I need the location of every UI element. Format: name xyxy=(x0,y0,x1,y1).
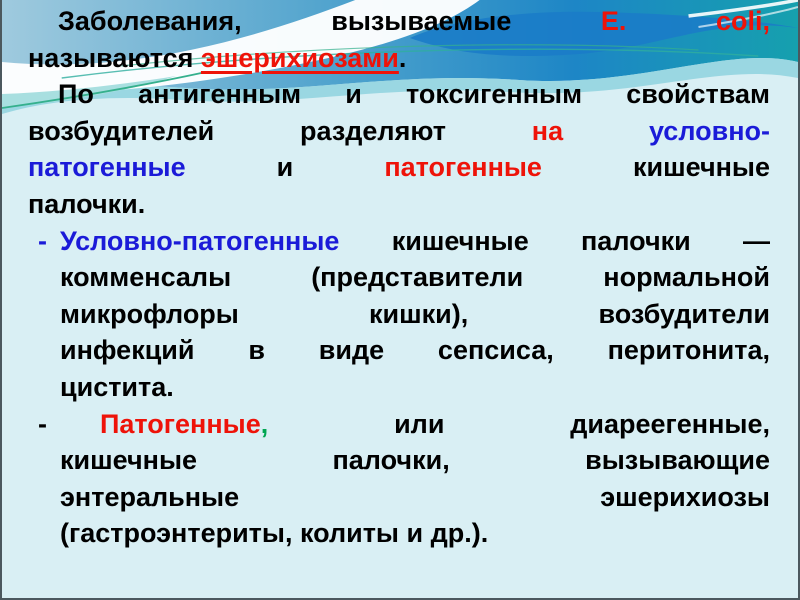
text-segment: диареегенные, xyxy=(570,408,770,439)
text-segment: кишечные xyxy=(60,445,333,476)
text-segment: перитонита, xyxy=(607,335,770,366)
text-segment: цистита. xyxy=(60,371,174,402)
text-segment: coli, xyxy=(715,6,770,36)
slide-text xyxy=(28,3,770,552)
text-segment: Условно-патогенные xyxy=(60,225,392,256)
text-segment: эшерихиозами xyxy=(200,42,399,73)
text-segment: др.). xyxy=(430,518,489,549)
text-segment: палочки. xyxy=(28,188,146,219)
text-segment: сепсиса, xyxy=(437,335,608,366)
text-segment: нормальной xyxy=(603,262,770,293)
text-segment: и xyxy=(345,79,406,110)
text-line xyxy=(28,259,770,296)
text-segment: По xyxy=(58,79,139,110)
text-segment: разделяют xyxy=(300,115,532,146)
text-segment: (гастроэнтериты, xyxy=(60,518,300,549)
text-segment: кишки), xyxy=(369,298,599,329)
text-line xyxy=(28,113,770,150)
text-segment: и xyxy=(406,518,431,549)
text-line xyxy=(28,40,770,77)
text-segment: патогенные xyxy=(384,152,633,183)
text-segment: или xyxy=(394,408,571,439)
text-segment: эшерихиозы xyxy=(600,481,770,512)
text-segment: токсигенным xyxy=(406,79,627,110)
text-segment: на xyxy=(531,115,649,146)
text-segment: условно- xyxy=(648,115,770,146)
text-segment: Патогенные xyxy=(100,408,261,439)
text-segment: микрофлоры xyxy=(60,298,370,329)
text-segment: возбудителей xyxy=(28,115,301,146)
text-segment: свойствам xyxy=(626,79,771,110)
text-segment: вызываемые xyxy=(331,6,601,36)
text-segment: патогенные xyxy=(28,152,277,183)
text-line xyxy=(28,442,770,479)
text-line xyxy=(28,3,770,40)
text-line xyxy=(28,406,770,443)
text-line xyxy=(28,76,770,113)
text-segment: кишечные xyxy=(391,225,581,256)
text-segment: называются xyxy=(28,42,201,73)
text-segment: в xyxy=(248,335,319,366)
text-segment: колиты xyxy=(299,518,407,549)
text-segment: палочки, xyxy=(332,445,586,476)
text-segment: комменсалы xyxy=(60,262,312,293)
text-line xyxy=(28,149,770,186)
text-segment: . xyxy=(398,42,407,73)
bullet-dash: - xyxy=(38,408,47,439)
text-line xyxy=(28,369,770,406)
text-line xyxy=(28,223,770,260)
text-segment: (представители xyxy=(311,262,604,293)
text-segment: E. xyxy=(600,6,716,36)
text-segment: вызывающие xyxy=(585,445,770,476)
text-segment: Заболевания, xyxy=(58,6,332,36)
text-segment: , xyxy=(260,408,395,439)
text-segment: антигенным xyxy=(138,79,346,110)
text-line xyxy=(28,296,770,333)
text-segment: палочки xyxy=(581,225,743,256)
bullet-dash: - xyxy=(38,225,47,256)
text-line xyxy=(28,186,770,223)
text-segment: виде xyxy=(318,335,438,366)
text-segment: и xyxy=(276,152,385,183)
text-segment: возбудители xyxy=(598,298,770,329)
text-segment: инфекций xyxy=(60,335,249,366)
text-segment: — xyxy=(743,225,770,256)
text-line xyxy=(28,332,770,369)
text-segment: кишечные xyxy=(632,152,771,183)
text-segment: энтеральные xyxy=(60,481,601,512)
text-line xyxy=(28,479,770,516)
text-line xyxy=(28,515,770,552)
